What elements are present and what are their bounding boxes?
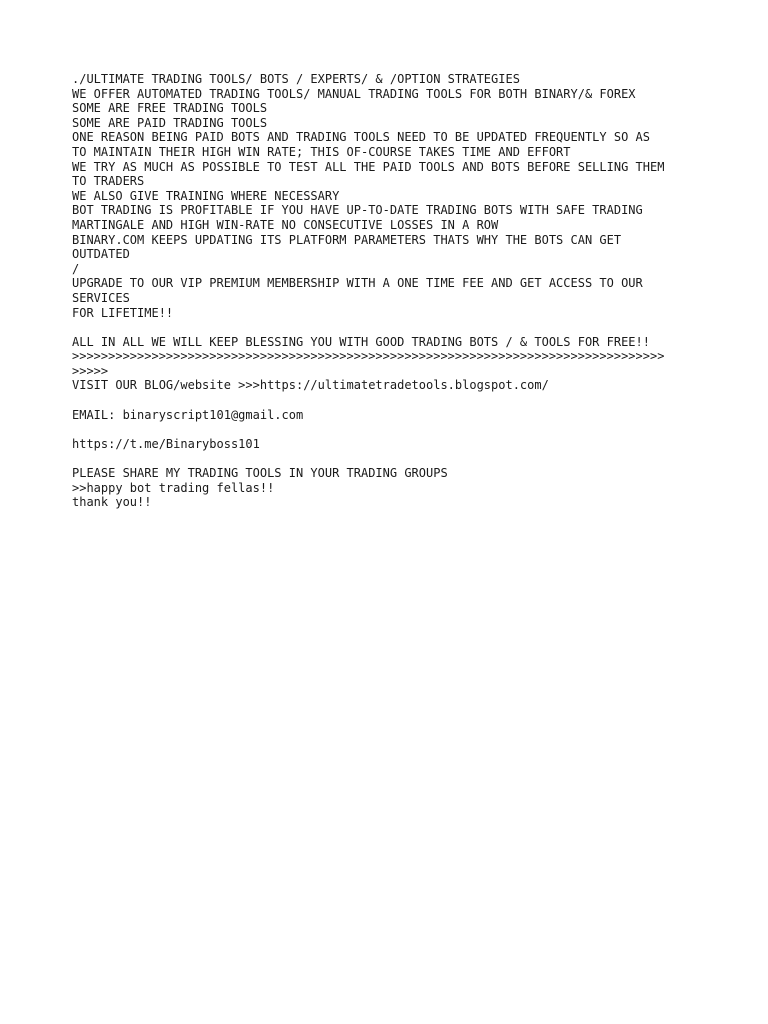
text-line: / <box>72 261 80 276</box>
text-line: TO TRADERS <box>72 174 145 189</box>
text-line: FOR LIFETIME!! <box>72 305 174 320</box>
blog-link-line: VISIT OUR BLOG/website >>>https://ultimatetradetools.blogspot.com/ <box>72 378 549 393</box>
text-line: ONE REASON BEING PAID BOTS AND TRADING TOOLS NEED TO BE UPDATED FREQUENTLY SO AS <box>72 130 650 145</box>
text-line: ALL IN ALL WE WILL KEEP BLESSING YOU WITH GOOD TRADING BOTS / & TOOLS FOR FREE!! <box>72 334 650 349</box>
text-line: SERVICES <box>72 290 130 305</box>
text-line: WE ALSO GIVE TRAINING WHERE NECESSARY <box>72 188 340 203</box>
text-line: PLEASE SHARE MY TRADING TOOLS IN YOUR TRADING GROUPS <box>72 466 448 481</box>
text-line: WE TRY AS MUCH AS POSSIBLE TO TEST ALL THE PAID TOOLS AND BOTS BEFORE SELLING THEM <box>72 159 665 174</box>
telegram-link-line: https://t.me/Binaryboss101 <box>72 436 260 451</box>
text-line: thank you!! <box>72 495 152 510</box>
text-line: SOME ARE FREE TRADING TOOLS <box>72 101 268 116</box>
text-line: >>happy bot trading fellas!! <box>72 480 275 495</box>
email-line: EMAIL: binaryscript101@gmail.com <box>72 407 304 422</box>
blank-line <box>72 393 712 408</box>
text-line: MARTINGALE AND HIGH WIN-RATE NO CONSECUTIVE LOSSES IN A ROW <box>72 217 499 232</box>
separator-arrows: >>>>>>>>>>>>>>>>>>>>>>>>>>>>>>>>>>>>>>>>>>>>>>>>>>>>>>>>>>>>>>>>>>>>>>>>>>>>>>>>>> <box>72 349 665 364</box>
text-line: TO MAINTAIN THEIR HIGH WIN RATE; THIS OF-COURSE TAKES TIME AND EFFORT <box>72 144 571 159</box>
separator-arrows: >>>>> <box>72 363 109 378</box>
blank-line <box>72 451 712 466</box>
text-line: WE OFFER AUTOMATED TRADING TOOLS/ MANUAL TRADING TOOLS FOR BOTH BINARY/& FOREX <box>72 86 636 101</box>
document-body <box>72 72 712 510</box>
text-line: OUTDATED <box>72 247 130 262</box>
blank-line <box>72 422 712 437</box>
blank-line <box>72 320 712 335</box>
text-line: BOT TRADING IS PROFITABLE IF YOU HAVE UP-TO-DATE TRADING BOTS WITH SAFE TRADING <box>72 203 643 218</box>
text-line: BINARY.COM KEEPS UPDATING ITS PLATFORM PARAMETERS THATS WHY THE BOTS CAN GET <box>72 232 622 247</box>
text-line: SOME ARE PAID TRADING TOOLS <box>72 115 268 130</box>
text-line: ./ULTIMATE TRADING TOOLS/ BOTS / EXPERTS/ & /OPTION STRATEGIES <box>72 72 520 86</box>
text-line: UPGRADE TO OUR VIP PREMIUM MEMBERSHIP WITH A ONE TIME FEE AND GET ACCESS TO OUR <box>72 276 643 291</box>
